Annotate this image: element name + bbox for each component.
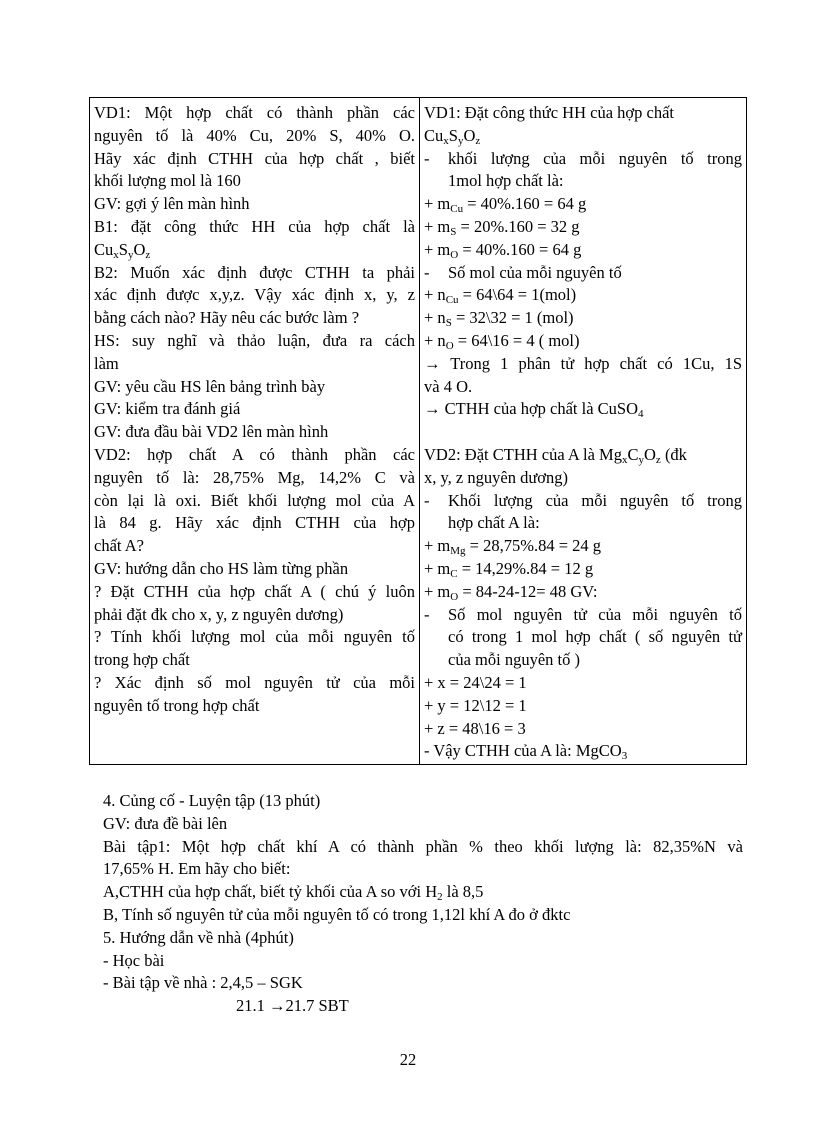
calc-line: + $m_{Mg} = 28,75\%.84 = 24$ g — [424, 536, 602, 558]
text-line: ? Tính khối lượng mol của mỗi nguyên tố — [94, 627, 415, 647]
calc-line: + x = 24\24 = 1 — [424, 672, 527, 692]
student-activity-column — [420, 98, 746, 764]
text-line: trong hợp chất — [94, 650, 190, 670]
calc-line: + $m_O = 40\%.160 = 64$ g — [424, 239, 582, 261]
text-line: B1: đặt công thức HH của hợp chất là — [94, 216, 415, 236]
text-line: là 84 g. Hãy xác định CTHH của hợp — [94, 513, 415, 533]
calc-line: + $m_{Cu} = 40\%.160 = 64$ g — [424, 194, 587, 216]
text-line: x, y, z nguyên dương) — [424, 467, 568, 487]
text-line: nguyên tố là: 28,75% Mg, 14,2% C và — [94, 467, 415, 487]
text-line: GV: yêu cầu HS lên bảng trình bày — [94, 376, 326, 396]
text-line: A,CTHH của hợp chất, biết tỷ khối của A so với $H_2$ là 8,5 — [103, 882, 484, 904]
section-heading: 5. Hướng dẫn về nhà (4phút) — [103, 927, 294, 947]
page-number: 22 — [399, 1050, 417, 1069]
text-line: GV: gợi ý lên màn hình — [94, 194, 250, 214]
dash-item: - Số mol của mỗi nguyên tố — [424, 262, 622, 282]
dash-item: - Số mol nguyên tử của mỗi nguyên tố có trong 1 mol hợp chất ( số nguyên tử của mỗi nguyên tố ) — [424, 604, 742, 670]
section-heading: 4. Củng cố - Luyện tập (13 phút) — [103, 791, 321, 810]
conclusion-line: - Vậy CTHH của A là: MgCO$_3$ — [424, 741, 628, 763]
text-line: ? Đặt CTHH của hợp chất A ( chú ý luôn — [94, 581, 415, 601]
formula-line: $Cu_xS_yO_z$ — [94, 239, 151, 261]
text-line: chất A? — [94, 536, 144, 556]
text-line: khối lượng mol là 160 — [94, 171, 241, 191]
text-line: ? Xác định số mol nguyên tử của mỗi — [94, 672, 415, 692]
calc-line: + $m_S = 20\%.160 = 32$ g — [424, 216, 580, 238]
text-line: bằng cách nào? Hãy nêu các bước làm ? — [94, 308, 360, 328]
formula-line: $Cu_xS_yO_z$ — [424, 125, 481, 147]
blank-line — [424, 421, 742, 444]
consolidation-section — [103, 790, 743, 1018]
text-line: 17,65% H. Em hãy cho biết: — [103, 859, 291, 879]
text-line: B, Tính số nguyên tử của mỗi nguyên tố có trong 1,12l khí A đo ở đktc — [103, 904, 571, 924]
calc-line: + $n_{Cu}$ = 64\64 = 1(mol) — [424, 285, 577, 307]
text-line: Bài tập1: Một hợp chất khí A có thành phần % theo khối lượng là: 82,35%N và — [103, 836, 743, 856]
arrow-icon: → — [424, 353, 441, 373]
dash-item: - Khối lượng của mỗi nguyên tố trong hợp chất A là: — [424, 490, 742, 533]
text-line: - Bài tập về nhà : 2,4,5 – SGK — [103, 973, 303, 993]
formula-line: VD2: Đặt CTHH của A là $Mg_xC_yO_z$ (đk — [424, 444, 687, 466]
text-line: phải đặt đk cho x, y, z nguyên dương) — [94, 604, 344, 624]
calc-line: + $m_O = 84-24-12= 48$ GV: — [424, 581, 598, 603]
arrow-icon: → — [269, 996, 286, 1016]
dash-item: - khối lượng của mỗi nguyên tố trong 1mol hợp chất là: — [424, 148, 742, 191]
arrow-icon: → — [424, 399, 441, 419]
text-line: - Học bài — [103, 950, 165, 970]
text-line: VD2: hợp chất A có thành phần các — [94, 444, 415, 464]
teacher-activity-column — [90, 98, 420, 764]
calc-line: + $m_C = 14,29\%.84 = 12$ g — [424, 558, 594, 580]
text-line: làm — [94, 353, 119, 373]
text-line: xác định được x,y,z. Vậy xác định x, y, z — [94, 285, 415, 305]
calc-line: + $n_S$ = 32\32 = 1 (mol) — [424, 308, 574, 330]
text-line: 21.1 →21.7 SBT — [236, 996, 349, 1016]
text-line: GV: đưa đầu bài VD2 lên màn hình — [94, 422, 329, 442]
conclusion-line: → CTHH của hợp chất là CuSO$_4$ — [424, 399, 644, 421]
calc-line: + y = 12\12 = 1 — [424, 695, 527, 715]
text-line: GV: đưa đề bài lên — [103, 813, 228, 833]
text-line: B2: Muốn xác định được CTHH ta phải — [94, 262, 415, 282]
text-line: VD1: Một hợp chất có thành phần các — [94, 103, 415, 122]
text-line: GV: kiểm tra đánh giá — [94, 399, 241, 419]
text-line: GV: hướng dẫn cho HS làm từng phần — [94, 558, 349, 578]
conclusion-line: → Trong 1 phân tử hợp chất có 1Cu, 1S — [424, 353, 742, 373]
text-line: HS: suy nghĩ và thảo luận, đưa ra cách — [94, 330, 415, 350]
text-line: Hãy xác định CTHH của hợp chất , biết — [94, 148, 415, 168]
text-line: còn lại là oxi. Biết khối lượng mol của A — [94, 490, 415, 510]
text-line: nguyên tố là 40% Cu, 20% S, 40% O. — [94, 125, 415, 145]
text-line: nguyên tố trong hợp chất — [94, 695, 260, 715]
lesson-table — [89, 97, 747, 765]
calc-line: + z = 48\16 = 3 — [424, 718, 526, 738]
text-line: VD1: Đặt công thức HH của hợp chất — [424, 103, 674, 122]
calc-line: + $n_O$ = 64\16 = 4 ( mol) — [424, 330, 580, 352]
text-line: và 4 O. — [424, 376, 473, 396]
